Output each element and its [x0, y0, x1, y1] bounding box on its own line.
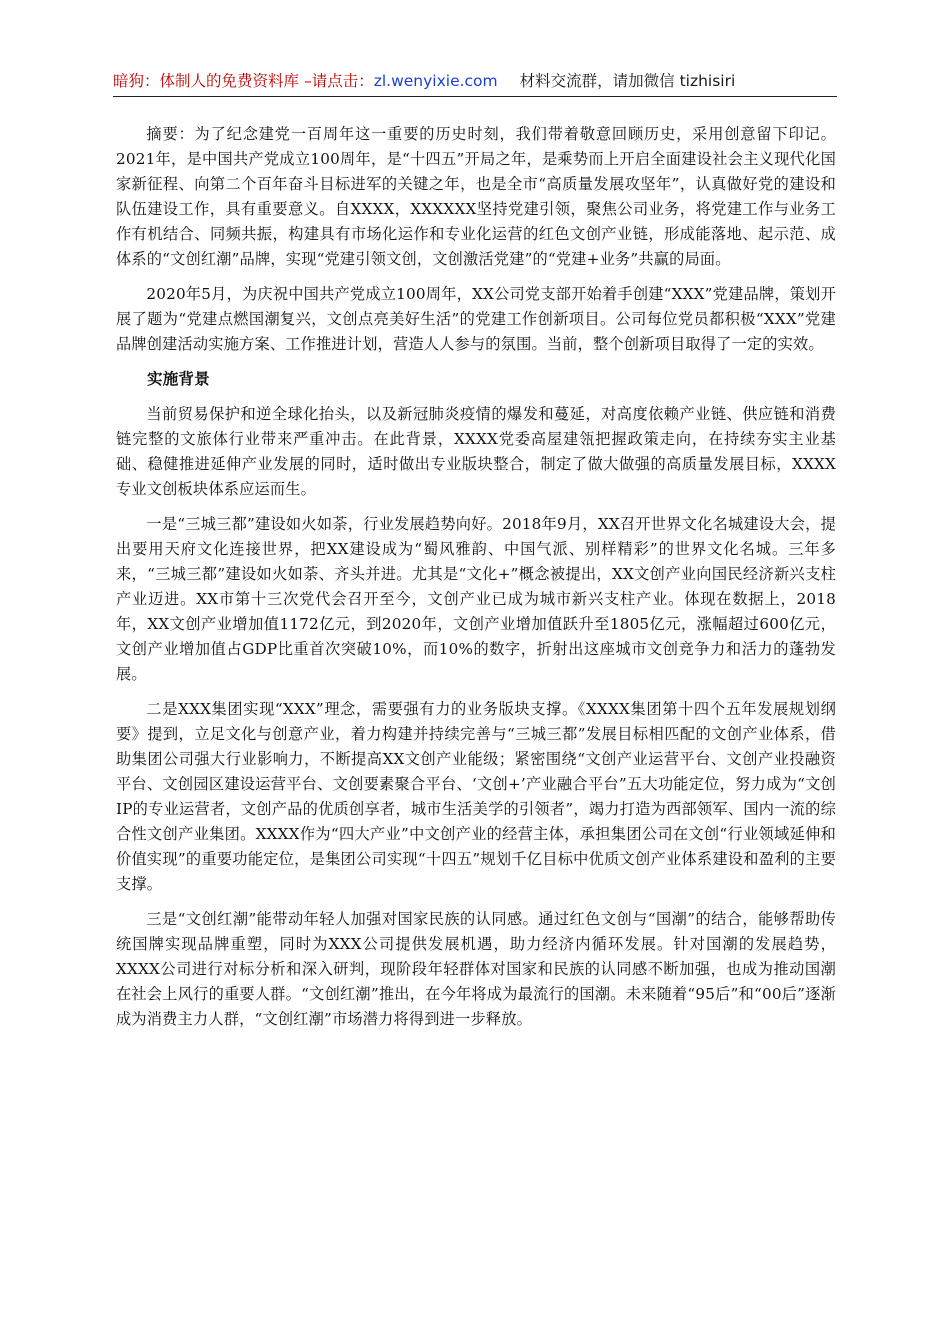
abstract-paragraph: 摘要：为了纪念建党一百周年这一重要的历史时刻，我们带着敬意回顾历史，采用创意留下印记。2021年，是中国共产党成立100周年，是“十四五”开局之年，是乘势而上开启全面建设社会主义现代化国家新征程、向第二个百年奋斗目标进军的关键之年，也是全市“高质量发展攻坚年”，认真做好党的建设和队伍建设工作，具有重要意义。自XXXX，XXXXXX坚持党建引领，聚焦公司业务，将党建工作与业务工作有机结合、同频共振，构建具有市场化运作和专业化运营的红色文创产业链，形成能落地、起示范、成体系的“文创红潮”品牌，实现“党建引领文创，文创激活党建”的“党建+业务”共赢的局面。 — [116, 125, 836, 268]
intro-paragraph: 2020年5月，为庆祝中国共产党成立100周年，XX公司党支部开始着手创建“XXX”党建品牌，策划开展了题为“党建点燃国潮复兴，文创点亮美好生活”的党建工作创新项目。公司每位党员都积极“XXX”党建品牌创建活动实施方案、工作推进计划，营造人人参与的氛围。当前，整个创新项目取得了一定的实效。 — [116, 285, 836, 353]
document-body — [116, 122, 836, 1042]
point-three-paragraph: 三是“文创红潮”能带动年轻人加强对国家民族的认同感。通过红色文创与“国潮”的结合，能够帮助传统国牌实现品牌重塑，同时为XXX公司提供发展机遇，助力经济内循环发展。针对国潮的发展趋势，XXXX公司进行对标分析和深入研判，现阶段年轻群体对国家和民族的认同感不断加强，也成为推动国潮在社会上风行的重要人群。“文创红潮”推出，在今年将成为最流行的国潮。未来随着“95后”和“00后”逐渐成为消费主力人群，“文创红潮”市场潜力将得到进一步释放。 — [116, 910, 836, 1028]
header-brand: 暗狗：体制人的免费资料库 — [113, 72, 300, 90]
background-paragraph: 当前贸易保护和逆全球化抬头，以及新冠肺炎疫情的爆发和蔓延，对高度依赖产业链、供应链和消费链完整的文旅体行业带来严重冲击。在此背景，XXXX党委高屋建瓴把握政策走向，在持续夯实主业基础、稳健推进延伸产业发展的同时，适时做出专业版块整合，制定了做大做强的高质量发展目标，XXXX专业文创板块体系应运而生。 — [116, 405, 836, 498]
header-note: 材料交流群，请加微信 tizhisiri — [519, 72, 736, 90]
point-two-paragraph: 二是XXX集团实现“XXX”理念，需要强有力的业务版块支撑。《XXXX集团第十四个五年发展规划纲要》提到，立足文化与创意产业，着力构建并持续完善与“三城三都”发展目标相匹配的文创产业体系，借助集团公司强大行业影响力，不断提高XX文创产业能级；紧密围绕“文创产业运营平台、文创产业投融资平台、文创园区建设运营平台、文创要素聚合平台、‘文创+’产业融合平台”五大功能定位，努力成为“文创IP的专业运营者，文创产品的优质创享者，城市生活美学的引领者”，竭力打造为西部领军、国内一流的综合性文创产业集团。XXXX作为“四大产业”中文创产业的经营主体，承担集团公司在文创“行业领域延伸和价值实现”的重要功能定位，是集团公司实现“十四五”规划千亿目标中优质文创产业体系建设和盈利的主要支撑。 — [116, 700, 836, 893]
page-header — [113, 70, 837, 97]
header-link-prefix: –请点击： — [299, 72, 374, 90]
header-link[interactable]: zl.wenyixie.com — [373, 72, 498, 90]
section-heading: 实施背景 — [147, 370, 210, 388]
point-one-paragraph: 一是“三城三都”建设如火如荼，行业发展趋势向好。2018年9月，XX召开世界文化名城建设大会，提出要用天府文化连接世界，把XX建设成为“蜀风雅韵、中国气派、别样精彩”的世界文化名城。三年多来，“三城三都”建设如火如荼、齐头并进。尤其是“文化+”概念被提出，XX文创产业向国民经济新兴支柱产业迈进。XX市第十三次党代会召开至今，文创产业已成为城市新兴支柱产业。体现在数据上，2018年，XX文创产业增加值1172亿元，到2020年，文创产业增加值跃升至1805亿元，涨幅超过600亿元，文创产业增加值占GDP比重首次突破10%，而10%的数字，折射出这座城市文创竞争力和活力的蓬勃发展。 — [116, 515, 836, 683]
